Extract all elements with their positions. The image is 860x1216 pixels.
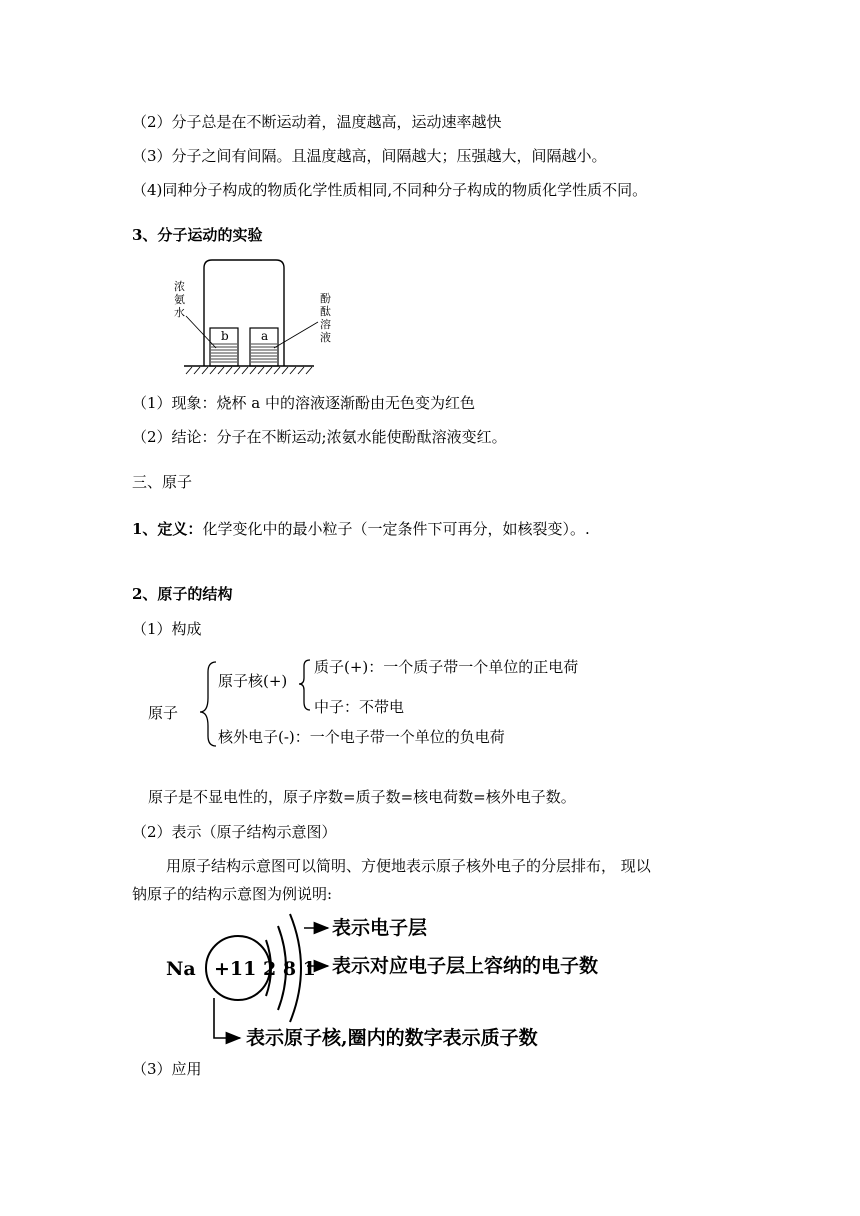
experiment-phenomenon: （1）现象：烧杯 a 中的溶液逐渐酚由无色变为红色 xyxy=(132,394,476,412)
tree-nucleus: 原子核(+) xyxy=(218,672,288,690)
molecule-property-3: （3）分子之间有间隔。且温度越高，间隔越大；压强越大，间隔越小。 xyxy=(132,147,607,165)
atom-neutral-note: 原子是不显电性的，原子序数=质子数=核电荷数=核外电子数。 xyxy=(148,788,576,806)
phenolphthalein-label-char-2: 酞 xyxy=(320,305,331,318)
element-symbol: Na xyxy=(166,958,196,980)
tree-root-atom: 原子 xyxy=(148,704,179,722)
beaker-a-label: a xyxy=(261,329,269,343)
atom-representation-label: （2）表示（原子结构示意图） xyxy=(132,823,337,841)
ammonia-label-char-1: 浓 xyxy=(174,280,185,293)
count-label: 表示对应电子层上容纳的电子数 xyxy=(332,955,599,977)
atom-section-heading: 三、原子 xyxy=(132,473,193,491)
tree-neutron: 中子：不带电 xyxy=(314,698,405,716)
electron-counts: 2 8 1 xyxy=(263,958,316,980)
tree-electron: 核外电子(-)：一个电子带一个单位的负电荷 xyxy=(218,728,505,746)
ground-hatching xyxy=(186,367,312,374)
atom-definition xyxy=(132,519,590,539)
experiment-conclusion: （2）结论：分子在不断运动;浓氨水能使酚酞溶液变红。 xyxy=(132,428,507,446)
beaker-b-label: b xyxy=(221,329,229,343)
ammonia-leader-line xyxy=(186,316,216,348)
sodium-atom-diagram xyxy=(160,910,660,1055)
atom-brace xyxy=(200,662,216,746)
atom-definition-text: 化学变化中的最小粒子（一定条件下可再分，如核裂变）。. xyxy=(202,520,590,538)
phenolphthalein-label-char-4: 液 xyxy=(320,331,331,344)
molecule-property-4: （4)同种分子构成的物质化学性质相同,不同种分子构成的物质化学性质不同。 xyxy=(132,181,648,199)
atom-definition-label: 1、定义： xyxy=(132,520,203,538)
molecule-property-2: （2）分子总是在不断运动着，温度越高，运动速率越快 xyxy=(132,113,502,131)
experiment-heading: 3、分子运动的实验 xyxy=(132,226,263,244)
phenolphthalein-label-char-1: 酚 xyxy=(320,292,331,305)
atom-composition-label: （1）构成 xyxy=(132,620,202,638)
tree-proton: 质子(+)：一个质子带一个单位的正电荷 xyxy=(314,658,579,676)
phenolphthalein-leader-line xyxy=(274,322,318,348)
atom-structure-heading: 2、原子的结构 xyxy=(132,585,233,603)
atom-tree-braces xyxy=(196,654,316,750)
nucleus-charge: +11 xyxy=(214,958,257,980)
atom-intro-line-2: 钠原子的结构示意图为例说明: xyxy=(132,885,333,903)
nucleus-brace xyxy=(299,660,310,710)
layer-label: 表示电子层 xyxy=(332,917,428,939)
atom-application-label: （3）应用 xyxy=(132,1060,202,1078)
ammonia-label-char-3: 水 xyxy=(174,306,185,319)
nucleus-arrow xyxy=(214,998,240,1038)
ammonia-label-char-2: 氨 xyxy=(174,293,185,306)
atom-intro-line-1: 用原子结构示意图可以简明、方便地表示原子核外电子的分层排布， 现以 xyxy=(166,857,651,875)
molecule-motion-experiment-figure xyxy=(172,256,350,380)
nucleus-label: 表示原子核,圈内的数字表示质子数 xyxy=(246,1027,538,1049)
beaker-a-liquid xyxy=(251,344,277,362)
phenolphthalein-label-char-3: 溶 xyxy=(320,318,331,331)
